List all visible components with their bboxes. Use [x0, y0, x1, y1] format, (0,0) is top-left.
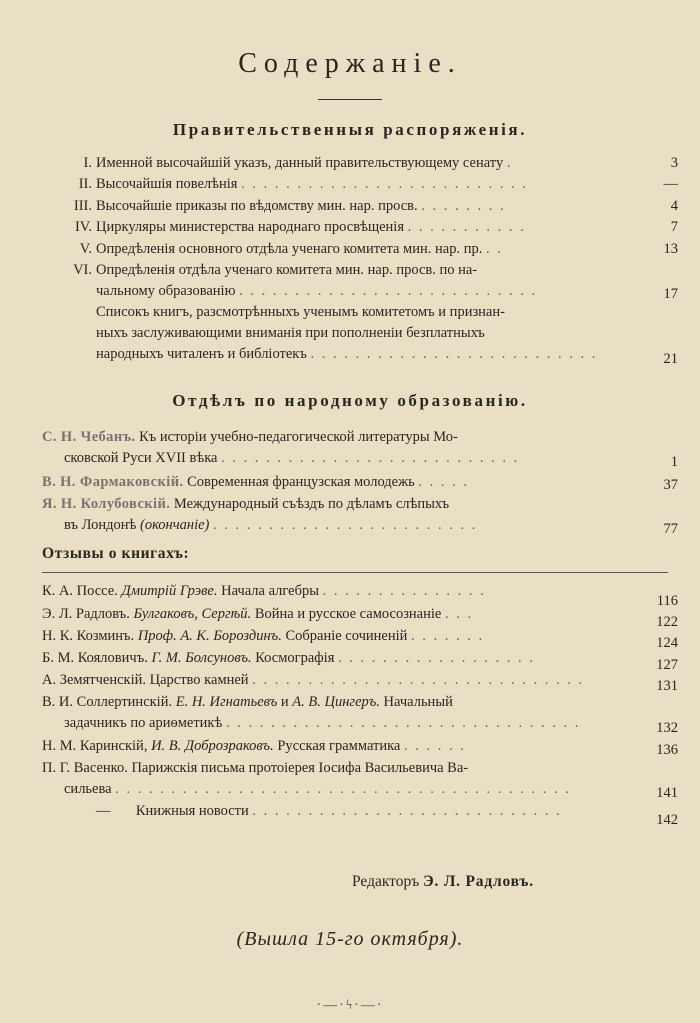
article-entry: В. Н. Фармаковскій. Современная французская молодежь . . . . .: [42, 474, 469, 490]
review-entry: Н. М. Каринскій, И. В. Доброзраковъ. Русская грамматика . . . . . .: [42, 738, 466, 754]
toc-entry: I. Именной высочайшій указъ, данный правительствующему сенату .: [42, 153, 678, 173]
entry-page: 13: [663, 241, 678, 257]
article-continuation: въ Лондонѣ (окончаніе) . . . . . . . . . . . . . . . . . . . . . . . .: [64, 517, 478, 533]
entry-page: 122: [656, 614, 678, 630]
reviews-heading: Отзывы о книгахъ:: [42, 545, 190, 562]
article-title: Современная французская молодежь: [187, 474, 415, 490]
article-author: В. Н. Фармаковскій.: [42, 474, 184, 490]
toc-entry: [42, 260, 678, 280]
article-continuation: сковской Руси XVII вѣка . . . . . . . . . . . . . . . . . . . . . . . . . . .: [64, 450, 520, 466]
list-entry-line: Списокъ книгъ, разсмотрѣнныхъ ученымъ комитетомъ и признан-: [96, 304, 505, 320]
review-entry: Э. Л. Радловъ. Булгаковъ, Сергѣй. Война и русское самосознаніе . . .: [42, 606, 474, 622]
editor-label: Редакторъ: [352, 873, 420, 890]
entry-page: 17: [663, 286, 678, 302]
entry-page: 3: [670, 155, 678, 171]
entry-page: 131: [656, 678, 678, 694]
editor-line: [352, 873, 534, 891]
entry-page: 132: [656, 720, 678, 736]
article-entry: [42, 427, 458, 447]
entry-number: V.: [79, 241, 92, 257]
entry-continuation: чальному образованію . . . . . . . . . . . . . . . . . . . . . . . . . . .: [96, 283, 538, 299]
review-entry: П. Г. Васенко. Парижскія письма протоіерея Іосифа Васильевича Ва-: [42, 760, 469, 776]
entry-text: Циркуляры министерства народнаго просвѣщенія: [96, 219, 405, 235]
article-entry: [42, 494, 449, 514]
title-divider: [318, 99, 382, 100]
entry-page: 127: [656, 657, 678, 673]
entry-number: IV.: [74, 219, 92, 235]
review-continuation: сильева . . . . . . . . . . . . . . . . . . . . . . . . . . . . . . . . . . . . . . . . .: [64, 781, 571, 797]
entry-text: Опредѣленія основного отдѣла ученаго комитета мин. нар. пр.: [96, 241, 483, 257]
editor-name: Э. Л. Радловъ.: [423, 873, 534, 890]
article-title: Международный съѣздъ по дѣламъ слѣпыхъ: [173, 496, 450, 512]
review-entry: Б. М. Кояловичъ. Г. М. Болсуновъ. Космографія . . . . . . . . . . . . . . . . . .: [42, 650, 535, 666]
entry-page: 1: [670, 454, 678, 470]
page-title: Содержаніе.: [238, 48, 462, 79]
entry-number: III.: [73, 198, 92, 214]
entry-page: 141: [656, 785, 678, 801]
entry-page: 142: [656, 812, 678, 828]
ornament-icon: ·—·ϟ·—·: [316, 998, 384, 1013]
issue-date: (Вышла 15-го октября).: [236, 928, 464, 950]
entry-page: —: [663, 176, 678, 192]
toc-entry: II. Высочайшія повелѣнія . . . . . . . . . . . . . . . . . . . . . . . . . .: [42, 174, 678, 194]
entry-text: Высочайшіе приказы по вѣдомству мин. нар. просв.: [96, 198, 418, 214]
toc-entry: V. Опредѣленія основного отдѣла ученаго комитета мин. нар. пр. . .: [42, 239, 678, 259]
article-author: Я. Н. Колубовскій.: [42, 496, 171, 512]
entry-text: Именной высочайшій указъ, данный правительствующему сенату: [96, 155, 504, 171]
entry-page: 116: [656, 593, 678, 609]
review-entry: К. А. Поссе. Дмитрій Грэве. Начала алгебры . . . . . . . . . . . . . . .: [42, 583, 486, 599]
entry-text: Опредѣленія отдѣла ученаго комитета мин. нар. просв. по на-: [96, 262, 478, 278]
reviews-divider: [42, 572, 668, 573]
review-entry: В. И. Соллертинскій. Е. Н. Игнатьевъ и А. В. Цингеръ. Начальный: [42, 694, 453, 710]
entry-page: 77: [663, 521, 678, 537]
entry-page: 4: [670, 198, 678, 214]
entry-number: I.: [83, 155, 92, 171]
toc-entry: IV. Циркуляры министерства народнаго просвѣщенія . . . . . . . . . . .: [42, 217, 678, 237]
list-entry-line: ныхъ заслуживающими вниманія при пополненіи безплатныхъ: [96, 325, 485, 341]
entry-page: 136: [656, 742, 678, 758]
review-entry: Н. К. Козминъ. Проф. А. К. Бороздинъ. Собраніе сочиненій . . . . . . .: [42, 628, 485, 644]
entry-page: 124: [656, 635, 678, 651]
article-title: Къ исторіи учебно-педагогической литературы Мо-: [139, 429, 458, 445]
section-heading-public-education: Отдѣлъ по народному образованію.: [172, 391, 528, 410]
entry-page: 21: [663, 351, 678, 367]
section-heading-government: Правительственныя распоряженія.: [172, 120, 528, 139]
article-author: С. Н. Чебанъ.: [42, 429, 136, 445]
review-continuation: задачникъ по ариѳметикѣ . . . . . . . . . . . . . . . . . . . . . . . . . . . . . . . .: [64, 715, 581, 731]
list-entry-line: народныхъ читаленъ и библіотекъ . . . . . . . . . . . . . . . . . . . . . . . . . .: [96, 346, 598, 362]
entry-number: II.: [78, 176, 92, 192]
entry-text: Высочайшія повелѣнія: [96, 176, 238, 192]
entry-page: 7: [670, 219, 678, 235]
entry-page: 37: [663, 477, 678, 493]
review-entry: А. Земятченскій. Царство камней . . . . . . . . . . . . . . . . . . . . . . . . . . . . . .: [42, 672, 585, 688]
review-entry: — Книжныя новости . . . . . . . . . . . . . . . . . . . . . . . . . . . .: [96, 803, 562, 819]
toc-entry: III. Высочайшіе приказы по вѣдомству мин. нар. просв. . . . . . . . .: [42, 196, 678, 216]
entry-number: VI.: [73, 262, 92, 278]
